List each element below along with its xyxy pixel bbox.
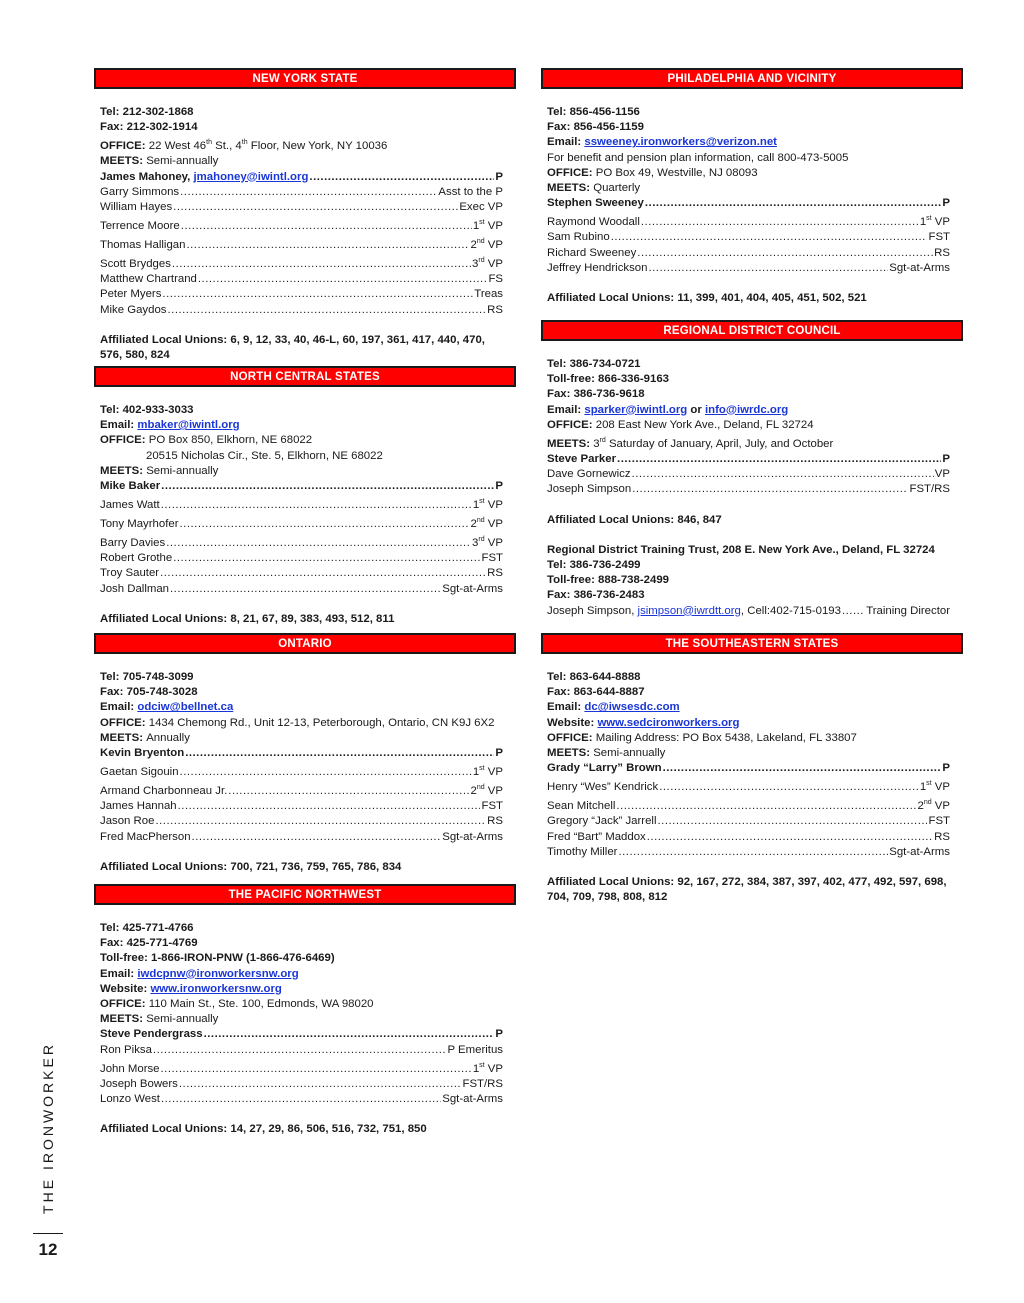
- meets-line: MEETS: 3rd Saturday of January, April, July, and October: [547, 437, 834, 450]
- officer-row: [100, 287, 503, 302]
- officer-name: Jason Roe: [100, 815, 155, 828]
- email-link[interactable]: jmahoney@iwintl.org: [193, 170, 309, 183]
- officer-row: [100, 1092, 503, 1107]
- officer-title: 3rd VP: [472, 536, 503, 550]
- email-link[interactable]: mbaker@iwintl.org: [137, 419, 240, 432]
- officer-row: [100, 799, 503, 814]
- office-line: OFFICE: 22 West 46th St., 4th Floor, New York, NY 10036: [100, 139, 388, 153]
- email-link[interactable]: dc@iwsesdc.com: [584, 701, 680, 714]
- affiliated-unions: Affiliated Local Unions: 92, 167, 272, 384, 387, 397, 402, 477, 492, 597, 698, 704, 709, 798, 808, 812: [547, 876, 947, 904]
- officer-title: 2nd VP: [470, 784, 503, 798]
- officer-name: Sam Rubino: [547, 231, 610, 244]
- officer-title: 2nd VP: [917, 799, 950, 813]
- officer-name: William Hayes: [100, 201, 173, 214]
- email-link-2[interactable]: info@iwrdc.org: [704, 403, 789, 416]
- officer-row: [100, 1043, 503, 1058]
- officer-title: 1st VP: [472, 1061, 503, 1075]
- fax-value: 863-644-8887: [573, 686, 645, 699]
- section-southeastern-states: THE SOUTHEASTERN STATES Tel: 863-644-8888 Fax: 863-644-8887 Email: dc@iwsesdc.com Website: www.sedcironworkers.org OFFICE: Mailing Address: PO Box 5438, Lakeland, FL 33807 MEETS: Semi-annually Grady “Larry” Brown ..... P Henry “Wes” Kendrick ..... 1st VP Sean Mitchell ..... 2nd VP Gregory “Jack” Jarrell ..... FST Fred “Bart” Maddox ..... RS Timothy Miller ..... Sgt-at-Arms Affiliated Local Unions: 92, 167, 272, 384, 387, 397, 402, 477, 492, 597, 698, 704, 709, 798, 808, 812: [541, 633, 963, 905]
- officer-title: RS: [487, 303, 503, 316]
- officer-row: [547, 845, 950, 860]
- officer-row: [100, 185, 503, 200]
- magazine-side-label: [33, 1040, 63, 1215]
- officer-title: FS: [488, 273, 503, 286]
- officer-title: 3rd VP: [472, 257, 503, 271]
- website-link[interactable]: www.ironworkersnw.org: [150, 982, 282, 995]
- email-link[interactable]: odciw@bellnet.ca: [137, 701, 234, 714]
- officer-title: Sgt-at-Arms: [442, 582, 503, 595]
- officer-row: [547, 230, 950, 245]
- officer-name: Garry Simmons: [100, 185, 180, 198]
- fax-value: 386-736-9618: [573, 388, 645, 401]
- meets-line: MEETS: Semi-annually: [100, 1013, 219, 1026]
- office-line: OFFICE: PO Box 49, Westville, NJ 08093: [547, 166, 758, 179]
- training-director: Joseph Simpson, jsimpson@iwrdtt.org, Cell:402-715-0193 ..... Training Director: [547, 604, 950, 619]
- tel-value: 856-456-1156: [569, 106, 640, 118]
- officer-name: Timothy Miller: [547, 845, 618, 858]
- officer-row: [547, 261, 950, 276]
- officer-president: Steve Parker ..... P: [547, 452, 950, 467]
- section-banner: NORTH CENTRAL STATES: [94, 366, 516, 387]
- officer-row: [547, 482, 950, 497]
- officer-name: Scott Brydges: [100, 258, 171, 271]
- officer-row: [547, 814, 950, 829]
- officer-name: Gaetan Sigouin: [100, 766, 179, 779]
- trust-tollfree: 888-738-2499: [598, 574, 669, 587]
- officer-row: [100, 494, 503, 513]
- officer-title: VP: [934, 468, 950, 481]
- officer-title: FST: [481, 800, 503, 813]
- officer-title: FST: [481, 552, 503, 565]
- tel-value: 863-644-8888: [569, 671, 641, 683]
- fax-value: 425-771-4769: [126, 937, 198, 950]
- officer-row: [100, 234, 503, 253]
- officer-row: [100, 200, 503, 215]
- fax-value: 212-302-1914: [126, 121, 198, 134]
- office-line: OFFICE: Mailing Address: PO Box 5438, Lakeland, FL 33807: [547, 731, 857, 744]
- meets-line: MEETS: Semi-annually: [100, 155, 219, 168]
- officer-title: P Emeritus: [447, 1043, 503, 1056]
- officer-name: Ron Piksa: [100, 1043, 152, 1056]
- officer-name: Dave Gornewicz: [547, 468, 631, 481]
- officer-title: 1st VP: [472, 498, 503, 512]
- officer-name: James Watt: [100, 499, 160, 512]
- website-link[interactable]: www.sedcironworkers.org: [597, 716, 740, 729]
- magazine-title: THE IRONWORKER: [40, 1041, 56, 1214]
- officer-name: James Hannah: [100, 800, 177, 813]
- tel-value: 402-933-3033: [122, 404, 194, 416]
- officer-row: [100, 303, 503, 318]
- section-philadelphia: PHILADELPHIA AND VICINITY Tel: 856-456-1156 Fax: 856-456-1159 Email: ssweeney.ironworkers@verizon.net For benefit and pension plan information, call 800-473-5005 OFFICE: PO Box 49, Westville, NJ 08093 MEETS: Quarterly Stephen Sweeney ..... P Raymond Woodall ..... 1st VP Sam Rubino ..... FST Richard Sweeney ..... RS Jeffrey Hendrickson ..... Sgt-at-Arms Affiliated Local Unions: 11, 399, 401, 404, 405, 451, 502, 521: [541, 68, 963, 306]
- page-number: 12: [38, 1240, 58, 1259]
- tollfree-value: 1-866-IRON-PNW (1-866-476-6469): [151, 952, 335, 965]
- officer-title: FST: [928, 815, 950, 828]
- training-trust-title: Regional District Training Trust, 208 E. New York Ave., Deland, FL 32724: [547, 543, 935, 556]
- officer-title: Exec VP: [459, 201, 503, 214]
- officer-name: Gregory “Jack” Jarrell: [547, 815, 657, 828]
- officer-title: Treas: [474, 288, 503, 301]
- officer-row: [100, 582, 503, 597]
- affiliated-unions: Affiliated Local Unions: 8, 21, 67, 89, 383, 493, 512, 811: [100, 612, 395, 625]
- officer-title: Sgt-at-Arms: [889, 261, 950, 274]
- officer-title: FST/RS: [462, 1077, 503, 1090]
- affiliated-unions: Affiliated Local Unions: 11, 399, 401, 404, 405, 451, 502, 521: [547, 292, 867, 305]
- officer-name: Joseph Simpson: [547, 483, 632, 496]
- officer-president: James Mahoney, jmahoney@iwintl.org ..... P: [100, 170, 503, 185]
- officer-name: Fred “Bart” Maddox: [547, 830, 646, 843]
- tel-value: 212-302-1868: [122, 106, 194, 118]
- tel-value: 386-734-0721: [569, 358, 641, 370]
- officer-title: RS: [487, 567, 503, 580]
- officer-name: Joseph Bowers: [100, 1077, 178, 1090]
- officer-president: Grady “Larry” Brown ..... P: [547, 761, 950, 776]
- officer-title: 1st VP: [472, 219, 503, 233]
- section-pacific-northwest: THE PACIFIC NORTHWEST Tel: 425-771-4766 Fax: 425-771-4769 Toll-free: 1-866-IRON-PNW (1-866-476-6469) Email: iwdcpnw@ironworkersnw.org Website: www.ironworkersnw.org OFFICE: 110 Main St., Ste. 100, Edmonds, WA 98020 MEETS: Semi-annually Steve Pendergrass ..... P Ron Piksa ..... P Emeritus John Morse ..... 1st VP Joseph Bowers ..... FST/RS Lonzo West ..... Sgt-at-Arms Affiliated Local Unions: 14, 27, 29, 86, 506, 516, 732, 751, 850: [94, 884, 516, 1137]
- officer-title: 1st VP: [919, 780, 950, 794]
- officer-title: 2nd VP: [470, 238, 503, 252]
- officer-title: 1st VP: [472, 765, 503, 779]
- affiliated-unions: Affiliated Local Unions: 14, 27, 29, 86, 506, 516, 732, 751, 850: [100, 1123, 427, 1136]
- fax-value: 856-456-1159: [573, 121, 644, 134]
- office-line: OFFICE: 208 East New York Ave., Deland, FL 32724: [547, 418, 814, 431]
- officer-title: FST: [928, 231, 950, 244]
- officer-row: [547, 830, 950, 845]
- officer-title: 2nd VP: [470, 517, 503, 531]
- officer-row: [100, 513, 503, 532]
- officer-president: Kevin Bryenton ..... P: [100, 746, 503, 761]
- section-banner: THE SOUTHEASTERN STATES: [541, 633, 963, 654]
- officer-name: Thomas Halligan: [100, 239, 186, 252]
- officer-name: Henry “Wes” Kendrick: [547, 781, 659, 794]
- officer-name: Jeffrey Hendrickson: [547, 261, 648, 274]
- officer-name: Armand Charbonneau Jr.: [100, 785, 228, 798]
- tel-value: 425-771-4766: [122, 922, 194, 934]
- officer-name: Peter Myers: [100, 288, 162, 301]
- office-line: OFFICE: 110 Main St., Ste. 100, Edmonds, WA 98020: [100, 998, 374, 1011]
- section-banner: THE PACIFIC NORTHWEST: [94, 884, 516, 905]
- officer-president: Mike Baker ..... P: [100, 479, 503, 494]
- trust-tel: 386-736-2499: [569, 559, 641, 572]
- section-banner: ONTARIO: [94, 633, 516, 654]
- officer-row: [100, 215, 503, 234]
- trust-fax: 386-736-2483: [573, 589, 645, 602]
- officer-name: Josh Dallman: [100, 582, 170, 595]
- officer-name: Fred MacPherson: [100, 830, 191, 843]
- officer-row: [100, 532, 503, 551]
- tel-value: 705-748-3099: [122, 671, 194, 683]
- section-banner: REGIONAL DISTRICT COUNCIL: [541, 320, 963, 341]
- officer-name: Matthew Chartrand: [100, 273, 197, 286]
- officer-president: Stephen Sweeney ..... P: [547, 196, 950, 211]
- officer-name: Barry Davies: [100, 537, 166, 550]
- section-regional-district-council: REGIONAL DISTRICT COUNCIL Tel: 386-734-0721 Toll-free: 866-336-9163 Fax: 386-736-9618 Email: sparker@iwintl.org or info@iwrdc.org OFFICE: 208 East New York Ave., Deland, FL 32724 MEETS: 3rd Saturday of January, April, July, and October Steve Parker ..... P Dave Gornewicz ..... VP Joseph Simpson ..... FST/RS Affiliated Local Unions: 846, 847 Regional District Training Trust, 208 E. New York Ave., Deland, FL 32724 Tel: 386-736-2499 Toll-free: 888-738-2499 Fax: 386-736-2483 Joseph Simpson, jsimpson@iwrdtt.org, Cell:402-715-0193 ..... Training Director: [541, 320, 963, 619]
- section-ontario: ONTARIO Tel: 705-748-3099 Fax: 705-748-3028 Email: odciw@bellnet.ca OFFICE: 1434 Chemong Rd., Unit 12-13, Peterborough, Ontario, CN K9J 6X2 MEETS: Annually Kevin Bryenton ..... P Gaetan Sigouin ..... 1st VP Armand Charbonneau Jr. ..... 2nd VP James Hannah ..... FST Jason Roe ..... RS Fred MacPherson ..... Sgt-at-Arms Affiliated Local Unions: 700, 721, 736, 759, 765, 786, 834: [94, 633, 516, 875]
- section-banner: NEW YORK STATE: [94, 68, 516, 89]
- fax-value: 705-748-3028: [126, 686, 198, 699]
- email-link[interactable]: iwdcpnw@ironworkersnw.org: [137, 967, 299, 980]
- officer-name: Raymond Woodall: [547, 216, 640, 229]
- officer-row: [547, 246, 950, 261]
- officer-name: Terrence Moore: [100, 220, 180, 233]
- benefit-note: For benefit and pension plan information, call 800-473-5005: [547, 151, 849, 164]
- meets-line: MEETS: Semi-annually: [100, 464, 219, 477]
- officer-president: Steve Pendergrass ..... P: [100, 1027, 503, 1042]
- officer-row: [547, 795, 950, 814]
- affiliated-unions: Affiliated Local Unions: 700, 721, 736, 759, 765, 786, 834: [100, 860, 402, 873]
- office-line-2: 20515 Nicholas Cir., Ste. 5, Elkhorn, NE 68022: [146, 449, 383, 462]
- divider: [33, 1233, 63, 1234]
- officer-title: Asst to the P: [438, 185, 503, 198]
- officer-row: [100, 551, 503, 566]
- officer-title: RS: [934, 830, 950, 843]
- officer-row: [547, 211, 950, 230]
- officer-name: Lonzo West: [100, 1093, 160, 1106]
- email-link[interactable]: ssweeney.ironworkers@verizon.net: [584, 136, 777, 149]
- officer-name: John Morse: [100, 1062, 160, 1075]
- officer-row: [100, 830, 503, 845]
- officer-row: [100, 253, 503, 272]
- section-new-york-state: NEW YORK STATE Tel: 212-302-1868 Fax: 212-302-1914 OFFICE: 22 West 46th St., 4th Floor, New York, NY 10036 MEETS: Semi-annually James Mahoney, jmahoney@iwintl.org ..... P Garry Simmons ..... Asst to the P William Hayes ..... Exec VP Terrence Moore ..... 1st VP Thomas Halligan ..... 2nd VP Scott Brydges ..... 3rd VP Matthew Chartrand ..... FS Peter Myers ..... Treas Mike Gaydos ..... RS Affiliated Local Unions: 6, 9, 12, 33, 40, 46-L, 60, 197, 361, 417, 440, 470, 576, 580, 824: [94, 68, 516, 363]
- officer-row: [547, 467, 950, 482]
- office-line: OFFICE: 1434 Chemong Rd., Unit 12-13, Peterborough, Ontario, CN K9J 6X2: [100, 716, 495, 729]
- email-link[interactable]: sparker@iwintl.org: [584, 403, 688, 416]
- section-north-central-states: NORTH CENTRAL STATES Tel: 402-933-3033 Email: mbaker@iwintl.org OFFICE: PO Box 850, Elkhorn, NE 68022 20515 Nicholas Cir., Ste. 5, Elkhorn, NE 68022 MEETS: Semi-annually Mike Baker ..... P James Watt ..... 1st VP Tony Mayrhofer ..... 2nd VP Barry Davies ..... 3rd VP Robert Grothe ..... FST Troy Sauter ..... RS Josh Dallman ..... Sgt-at-Arms Affiliated Local Unions: 8, 21, 67, 89, 383, 493, 512, 811: [94, 366, 516, 627]
- officer-row: [100, 566, 503, 581]
- meets-line: MEETS: Annually: [100, 731, 190, 744]
- officer-name: Mike Gaydos: [100, 303, 167, 316]
- meets-line: MEETS: Quarterly: [547, 182, 641, 195]
- section-banner: PHILADELPHIA AND VICINITY: [541, 68, 963, 89]
- officer-title: FST/RS: [909, 483, 950, 496]
- meets-line: MEETS: Semi-annually: [547, 747, 666, 760]
- officer-name: Robert Grothe: [100, 552, 173, 565]
- officer-title: 1st VP: [919, 215, 950, 229]
- officer-title: Sgt-at-Arms: [442, 830, 503, 843]
- officer-row: [100, 761, 503, 780]
- affiliated-unions: Affiliated Local Unions: 6, 9, 12, 33, 40, 46-L, 60, 197, 361, 417, 440, 470, 576, 580, 824: [100, 333, 485, 362]
- officer-row: [100, 780, 503, 799]
- officer-name: Tony Mayrhofer: [100, 518, 179, 531]
- affiliated-unions: Affiliated Local Unions: 846, 847: [547, 513, 722, 526]
- officer-title: Sgt-at-Arms: [889, 845, 950, 858]
- trust-email-link[interactable]: jsimpson@iwrdtt.org: [637, 604, 741, 617]
- officer-title: RS: [934, 246, 950, 259]
- officer-row: [100, 814, 503, 829]
- officer-row: [100, 1077, 503, 1092]
- officer-title: RS: [487, 815, 503, 828]
- tollfree-value: 866-336-9163: [598, 373, 669, 386]
- officer-name: Troy Sauter: [100, 567, 160, 580]
- officer-name: Sean Mitchell: [547, 800, 616, 813]
- officer-row: [547, 776, 950, 795]
- officer-name: Richard Sweeney: [547, 246, 637, 259]
- officer-row: [100, 1058, 503, 1077]
- officer-row: [100, 272, 503, 287]
- officer-title: Sgt-at-Arms: [442, 1093, 503, 1106]
- office-line: OFFICE: PO Box 850, Elkhorn, NE 68022: [100, 434, 313, 447]
